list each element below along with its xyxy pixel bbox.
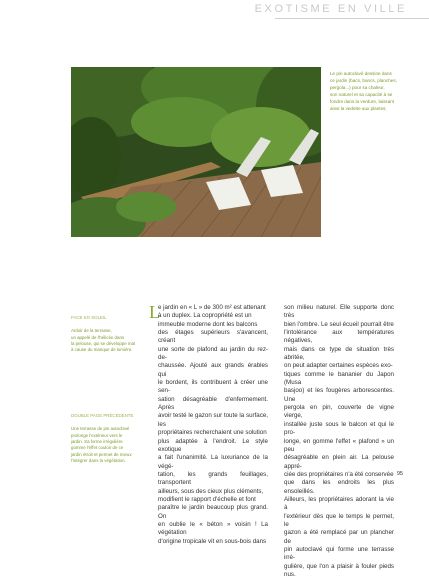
header-rule: [275, 18, 429, 19]
drop-cap: L: [149, 302, 160, 322]
article-column-2: son milieu naturel. Elle supporte donc très bien l'ombre. Le seul écueil pourrait être l'intolérance aux températures négatives, mais dans ce type de situation très abritée, on peut adapter certaines espèces exo- tiques comme le bananier du Japon (Musa basjoo) et les fougères arborescentes. Une pergola en pin, couverte de vigne vierge, installée juste sous le balcon et qui le pro- longe, en gomme l'effet « plafond » un peu désagréable en plein air. La pelouse appré- ciée des propriétaires n'a été conservée que dans les endroits les plus ensoleillés. Ailleurs, les propriétaires adorant la vie à l'extérieur dès que le temps le permet, le gazon a été remplacé par un plancher de pin autoclavé qui forme une terrasse irré- gulière, que l'on a plaisir à fouler pieds nus.: [284, 304, 394, 578]
side-caption-2-text: Une terrasse de pin autoclavé prolonge l'extérieur vers le jardin. Sa forme irrégulière gomme l'effet couloir de ce jardin étroit et permet de mieux l'intégrer dans la végétation.: [71, 426, 132, 464]
garden-photo-illustration: [71, 67, 321, 237]
side-caption-1-text: Ardoir de la terrasse, un appelé de l'hélicée dans la pelouse, qui se développe mal à cause du manque de lumière.: [71, 328, 135, 353]
side-caption-2: [71, 407, 141, 465]
garden-photo: [71, 67, 321, 237]
side-caption-1-heading: FACE SO SOLEIL: [71, 315, 107, 321]
photo-caption: Le pin autoclavé dessine dans ce jardin (bacs, bancs, planches, pergola...) pour sa chaleur, son naturel et sa capacité à se fondre dans la verdure, laissant ainsi la vedette aux plantes.: [330, 71, 397, 111]
page-number: 95: [396, 471, 403, 477]
side-caption-1: [71, 309, 141, 354]
running-title: EXOTISME EN VILLE: [254, 3, 407, 15]
article-column-1: e jardin en « L » de 300 m² est attenant à un duplex. La copropriété est un immeuble moderne dont les balcons des étages supérieurs s'avancent, créant une sorte de plafond au jardin du rez-de- chaussée. Ajouté aux grands érables qui le bordent, ils contribuent à créer une sen- sation désagréable d'enfermement. Après avoir testé le gazon sur toute la surface, les propriétaires recherchaient une solution plus adaptée à l'endroit. Le style exotique a fait l'unanimité. La luxuriance de la végé- tation, les grands feuillages, transportent ailleurs, sous des cieux plus cléments, modifient le rapport d'échelle et font paraître le jardin beaucoup plus grand. On en oublie le « béton » voisin ! La végétation d'origine tropicale vit en sous-bois dans: [158, 304, 268, 545]
side-caption-2-heading: DOUBLE PAGE PRÉCÉDENTE: [71, 413, 134, 419]
